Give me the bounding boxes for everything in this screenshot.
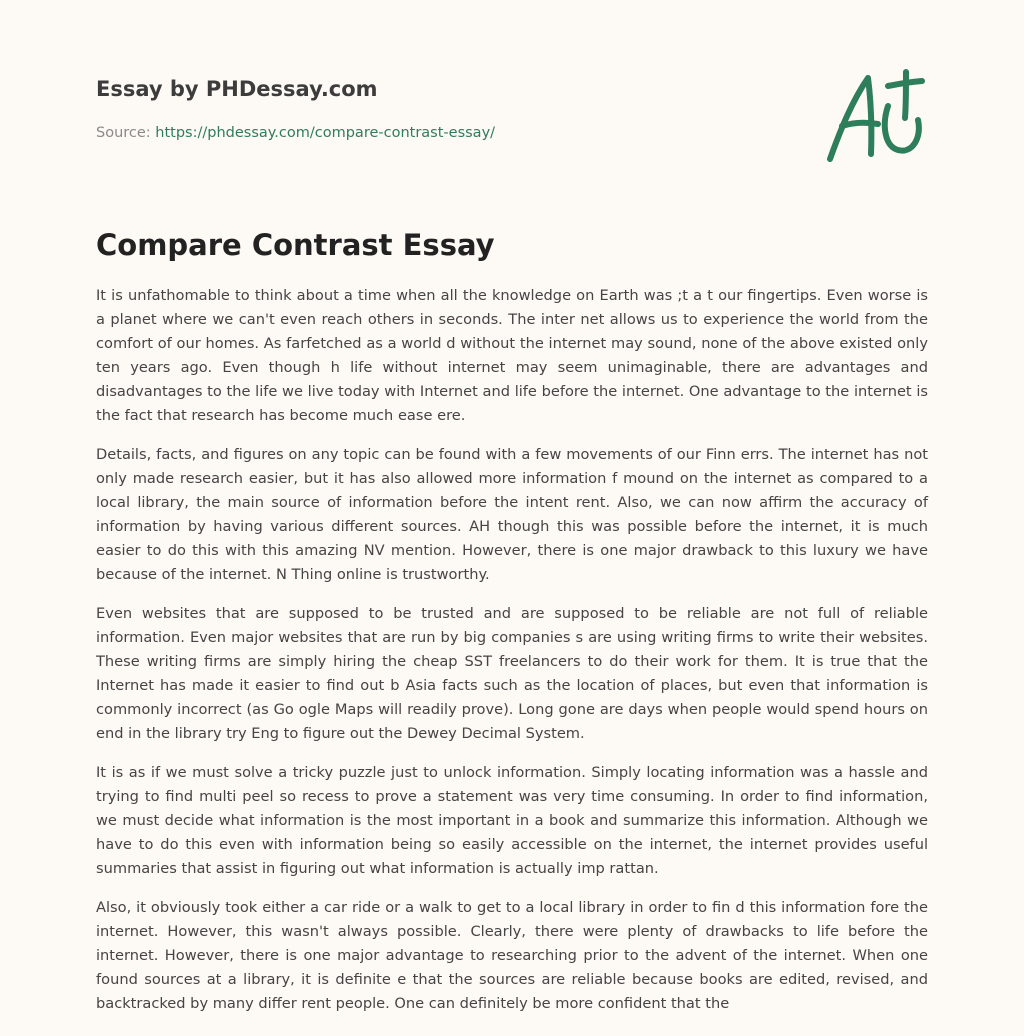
essay-title: Compare Contrast Essay: [96, 228, 495, 262]
essay-paragraph: Details, facts, and figures on any topic can be found with a few movements of our Finn errs. The internet has not only made research easier, but it has also allowed more information f mound on the internet as compared to a local library, the main source of information before the intent rent. Also, we can now affirm the accuracy of information by having various different sources. AH though this was possible before the internet, it is much easier to do this with this amazing NV mention. However, there is one major drawback to this luxury we have because of the internet. N Thing online is trustworthy.: [96, 446, 928, 583]
essay-body: [96, 284, 928, 1031]
page-header: [96, 74, 928, 143]
essay-paragraph: It is unfathomable to think about a time when all the knowledge on Earth was ;t a t our fingertips. Even worse is a planet where we can't even reach others in seconds. The inter net allows us to experience the world from the comfort of our homes. As farfetched as a world d without the internet may sound, none of the above existed only ten years ago. Even though h life without internet may seem unimaginable, there are advantages and disadvantages to the life we live today with Internet and life before the internet. One advantage to the internet is the fact that research has become much ease ere.: [96, 287, 928, 424]
source-link[interactable]: https://phdessay.com/compare-contrast-essay/: [155, 125, 496, 141]
a-plus-grade-icon: [822, 66, 932, 166]
essay-paragraph: Also, it obviously took either a car ride or a walk to get to a local library in order to fin d this information fore the internet. However, this wasn't always possible. Clearly, there were plenty of drawbacks to life before the internet. However, there is one major advantage to researching prior to the advent of the internet. When one found sources at a library, it is definite e that the sources are reliable because books are edited, revised, and backtracked by many differ rent people. One can definitely be more confident that the: [96, 899, 928, 1012]
source-line: [96, 123, 928, 143]
essay-paragraph: It is as if we must solve a tricky puzzle just to unlock information. Simply locating information was a hassle and trying to find multi peel so recess to prove a statement was very time consuming. In order to find information, we must decide what information is the most important in a book and summarize this information. Although we have to do this even with information being so easily accessible on the internet, the internet provides useful summaries that assist in figuring out what information is actually imp rattan.: [96, 764, 928, 877]
essay-paragraph: Even websites that are supposed to be trusted and are supposed to be reliable are not full of reliable information. Even major websites that are run by big companies s are using writing firms to write their websites. These writing firms are simply hiring the cheap SST freelancers to do their work for them. It is true that the Internet has made it easier to find out b Asia facts such as the location of places, but even that information is commonly incorrect (as Go ogle Maps will readily prove). Long gone are days when people would spend hours on end in the library try Eng to figure out the Dewey Decimal System.: [96, 605, 928, 742]
site-brand: Essay by PHDessay.com: [96, 77, 378, 101]
a-plus-logo-svg: [822, 66, 932, 166]
source-label: Source:: [96, 125, 151, 141]
